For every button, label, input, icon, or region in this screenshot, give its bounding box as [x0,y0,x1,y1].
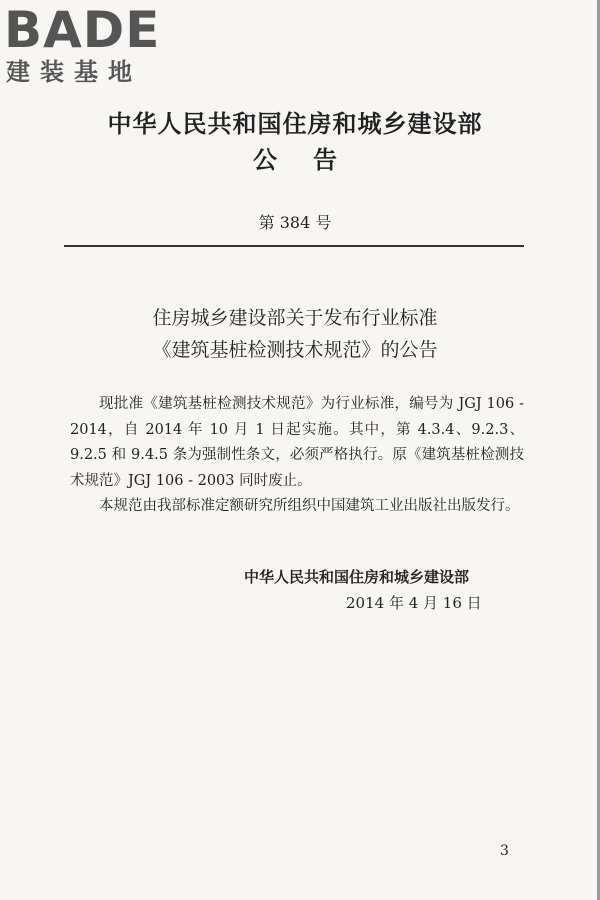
ministry-heading: 中华人民共和国住房和城乡建设部 [107,109,483,138]
notice-subject [0,302,590,366]
watermark-logo [0,1,190,88]
notice-number: 第 384 号 [258,213,332,232]
body-paragraph-2: 本规范由我部标准定额研究所组织中国建筑工业出版社出版发行。 [99,498,520,515]
body-paragraph-1: 现批准《建筑基桩检测技术规范》为行业标准，编号为 JGJ 106 - 2014，自 2014 年 10 月 1 日起实施。其中，第 4.3.4、9.2.3、9.2.5 和 9.4.5 条为强制性条文，必须严格执行。原《建筑基桩检测技术规范》JGJ 106 - 2003 同时废止。 [70,396,524,489]
notice-body [70,392,524,520]
subject-line-2: 《建筑基桩检测技术规范》的公告 [152,339,438,361]
notice-title: 公告 [253,145,373,174]
header-divider [64,245,524,247]
page-number: 3 [500,843,509,859]
subject-line-1: 住房城乡建设部关于发布行业标准 [152,307,438,329]
logo-subtitle: 建装基地 [6,58,142,86]
signature-organization: 中华人民共和国住房和城乡建设部 [244,568,470,586]
logo-brand: BADE [4,1,161,59]
signature-date: 2014 年 4 月 16 日 [346,594,482,612]
